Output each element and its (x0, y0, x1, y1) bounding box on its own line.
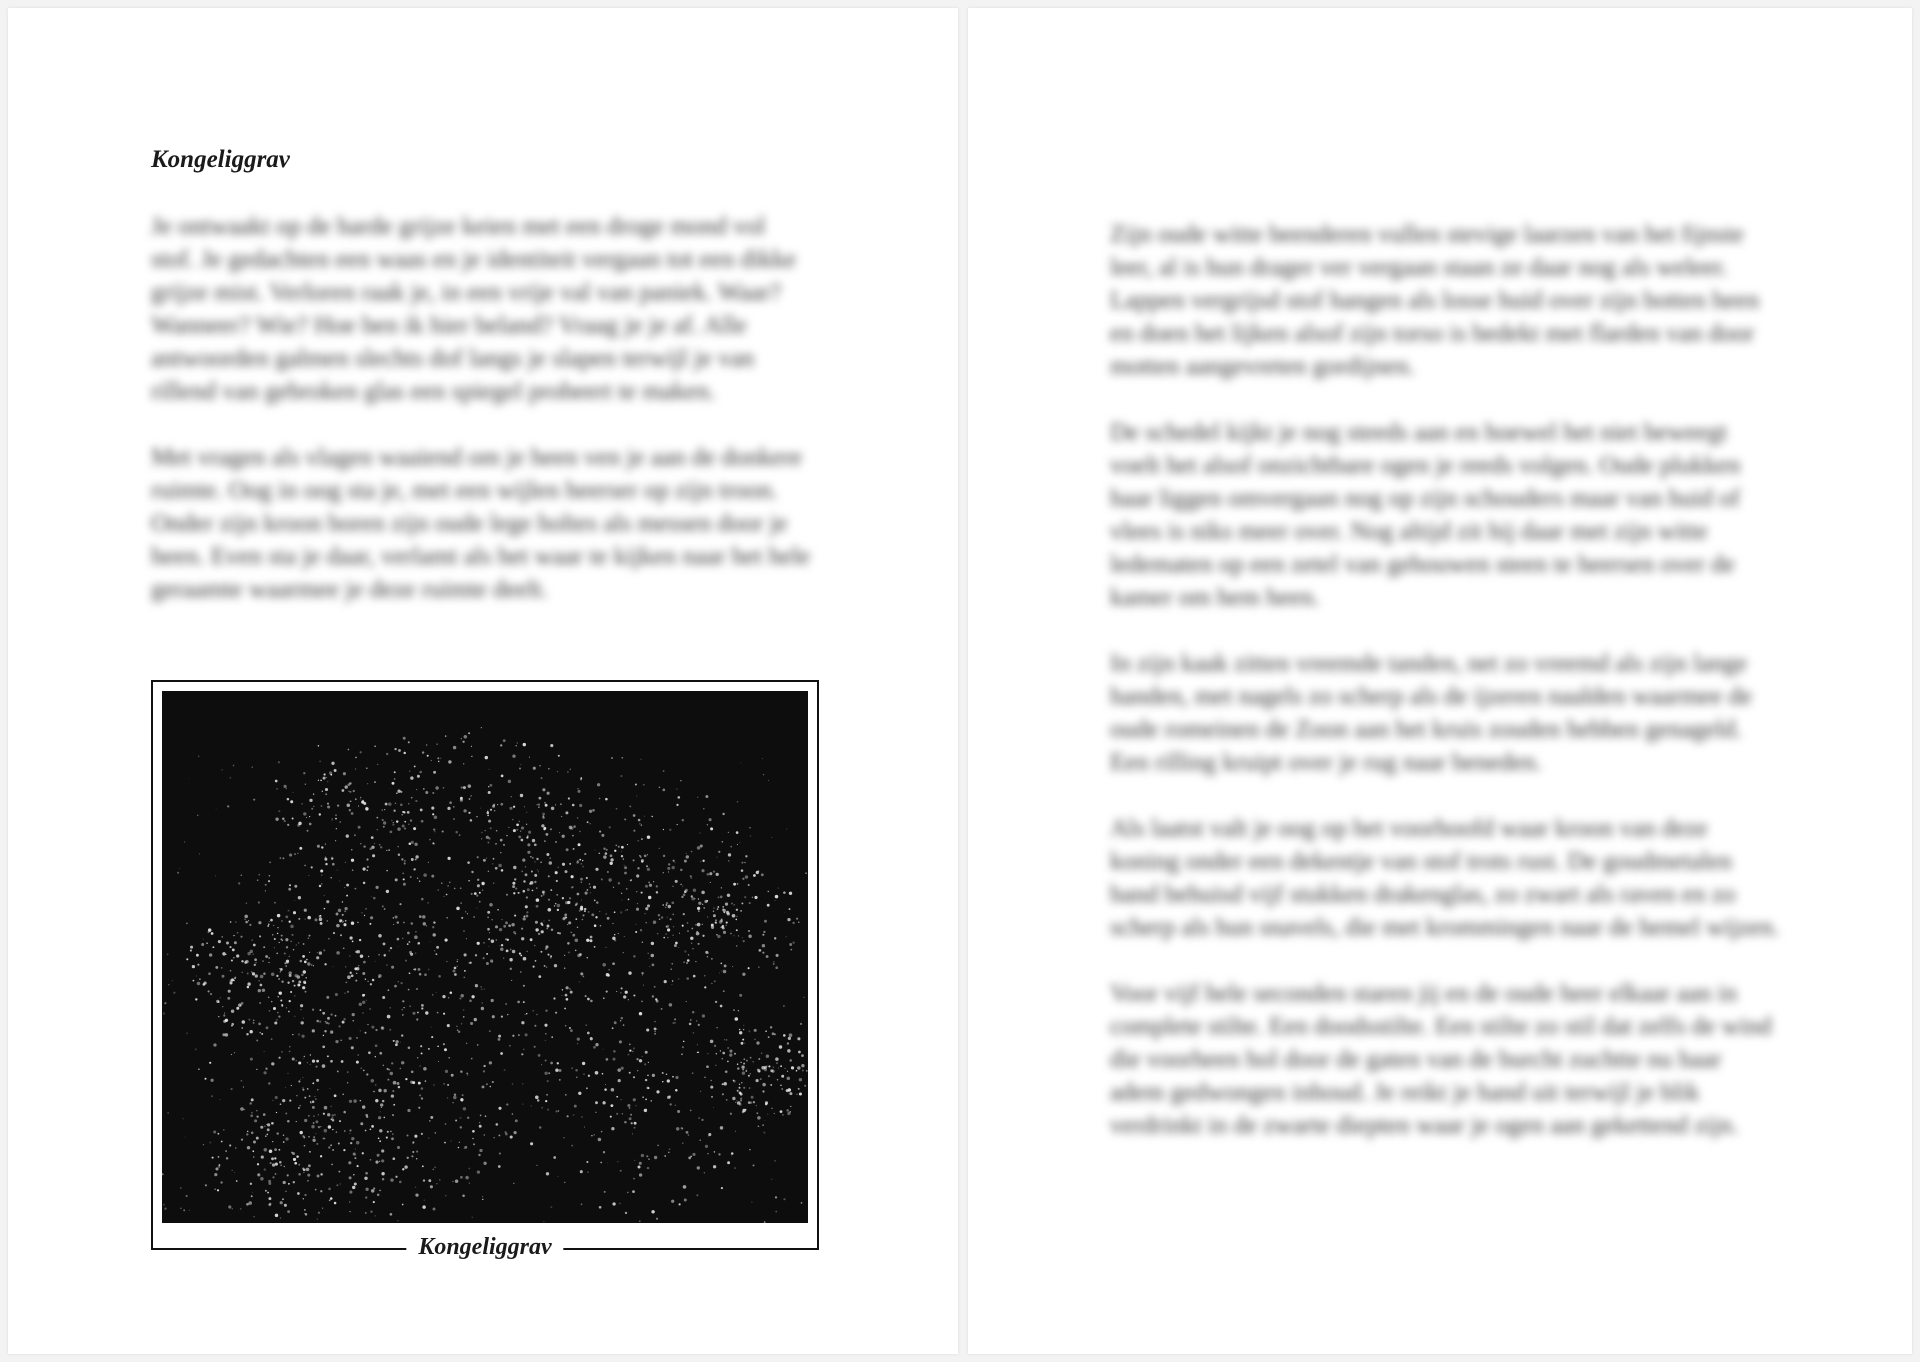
paragraph: Voor vijf hele seconden staren jij en de oude heer elkaar aan in complete stilte. Een doodsstilte. Een stilte zo stil dat zelfs de wind die voorheen hol door de gaten van de burcht zuchtte nu haar adem gedwongen inhoud. Je reikt je hand uit terwijl je blik verdrinkt in de zwarte diepten waar je ogen aan gekettend zijn. (1110, 980, 1772, 1139)
paragraph: De schedel kijkt je nog steeds aan en hoewel het niet beweegt voelt het alsof onzichtbare ogen je reeds volgen. Oude plukken haar liggen omvergaan nog op zijn schouders maar van huid of vlees is niks meer over. Nog altijd zit hij daar met zijn witte ledematen op een zetel van gehouwen steen te heersen over de kamer om hem heen. (1110, 419, 1741, 611)
paragraph: Je ontwaakt op de harde grijze keien met een droge mond vol stof. Je gedachten een waas en je identiteit vergaan tot een dikke grijze mist. Verloren raak je, in een vrije val van paniek. Waar? Wanneer? Wie? Hoe ben ik hier beland? Vraag je je af. Alle antwoorden galmen slechts dof langs je slapen terwijl je van rillend van gebroken glas een spiegel probeert te maken. (151, 213, 797, 405)
paragraph: Als laatst valt je oog op het voorhoofd waar kroon van deze koning onder een dekentje van stof trots rust. De goudmetalen band behuisd vijf stukken drakenglas, zo zwart als raven en zo scherp als hun snavels, die met krommingen naar de hemel wijzen. (1110, 815, 1780, 941)
right-page (968, 8, 1912, 1354)
figure-caption: Kongeliggrav (406, 1234, 563, 1261)
paragraph: Met vragen als vlagen waaiend om je heen ven je aan de donkere ruimte. Oog in oog sta je, met een wijlen heerser op zijn troon. Onder zijn kroon boren zijn oude lege holtes als messen door je heen. Even sta je daar, verlamt als het waar te kijken naar het hele geraamte waarmee je deze ruimte deelt. (151, 444, 811, 603)
paragraph: Zijn oude witte beenderen vullen stevige laarzen van het fijnste leer, al is hun drager ver vergaan staan ze daar nog als weleer. Lappen vergrijsd stof hangen als losse huid over zijn botten heen en doen het lijken alsof zijn torso is bedekt met flarden van door motten aangevreten gordijnen. (1110, 221, 1760, 380)
paragraph: In zijn kaak zitten vreemde tanden, net zo vreemd als zijn lange handen, met nagels zo scherp als de ijzeren naalden waarmee de oude romeinen de Zoon aan het kruis zouden hebben genageld. Een rilling kruipt over je rug naar beneden. (1110, 650, 1753, 776)
page-title: Kongeliggrav (151, 146, 290, 173)
figure (151, 680, 819, 1260)
left-body-text (151, 210, 811, 639)
figure-image (162, 691, 808, 1223)
right-body-text (1110, 218, 1780, 1175)
dark-speckled-photo (162, 691, 808, 1223)
left-page (8, 8, 958, 1354)
